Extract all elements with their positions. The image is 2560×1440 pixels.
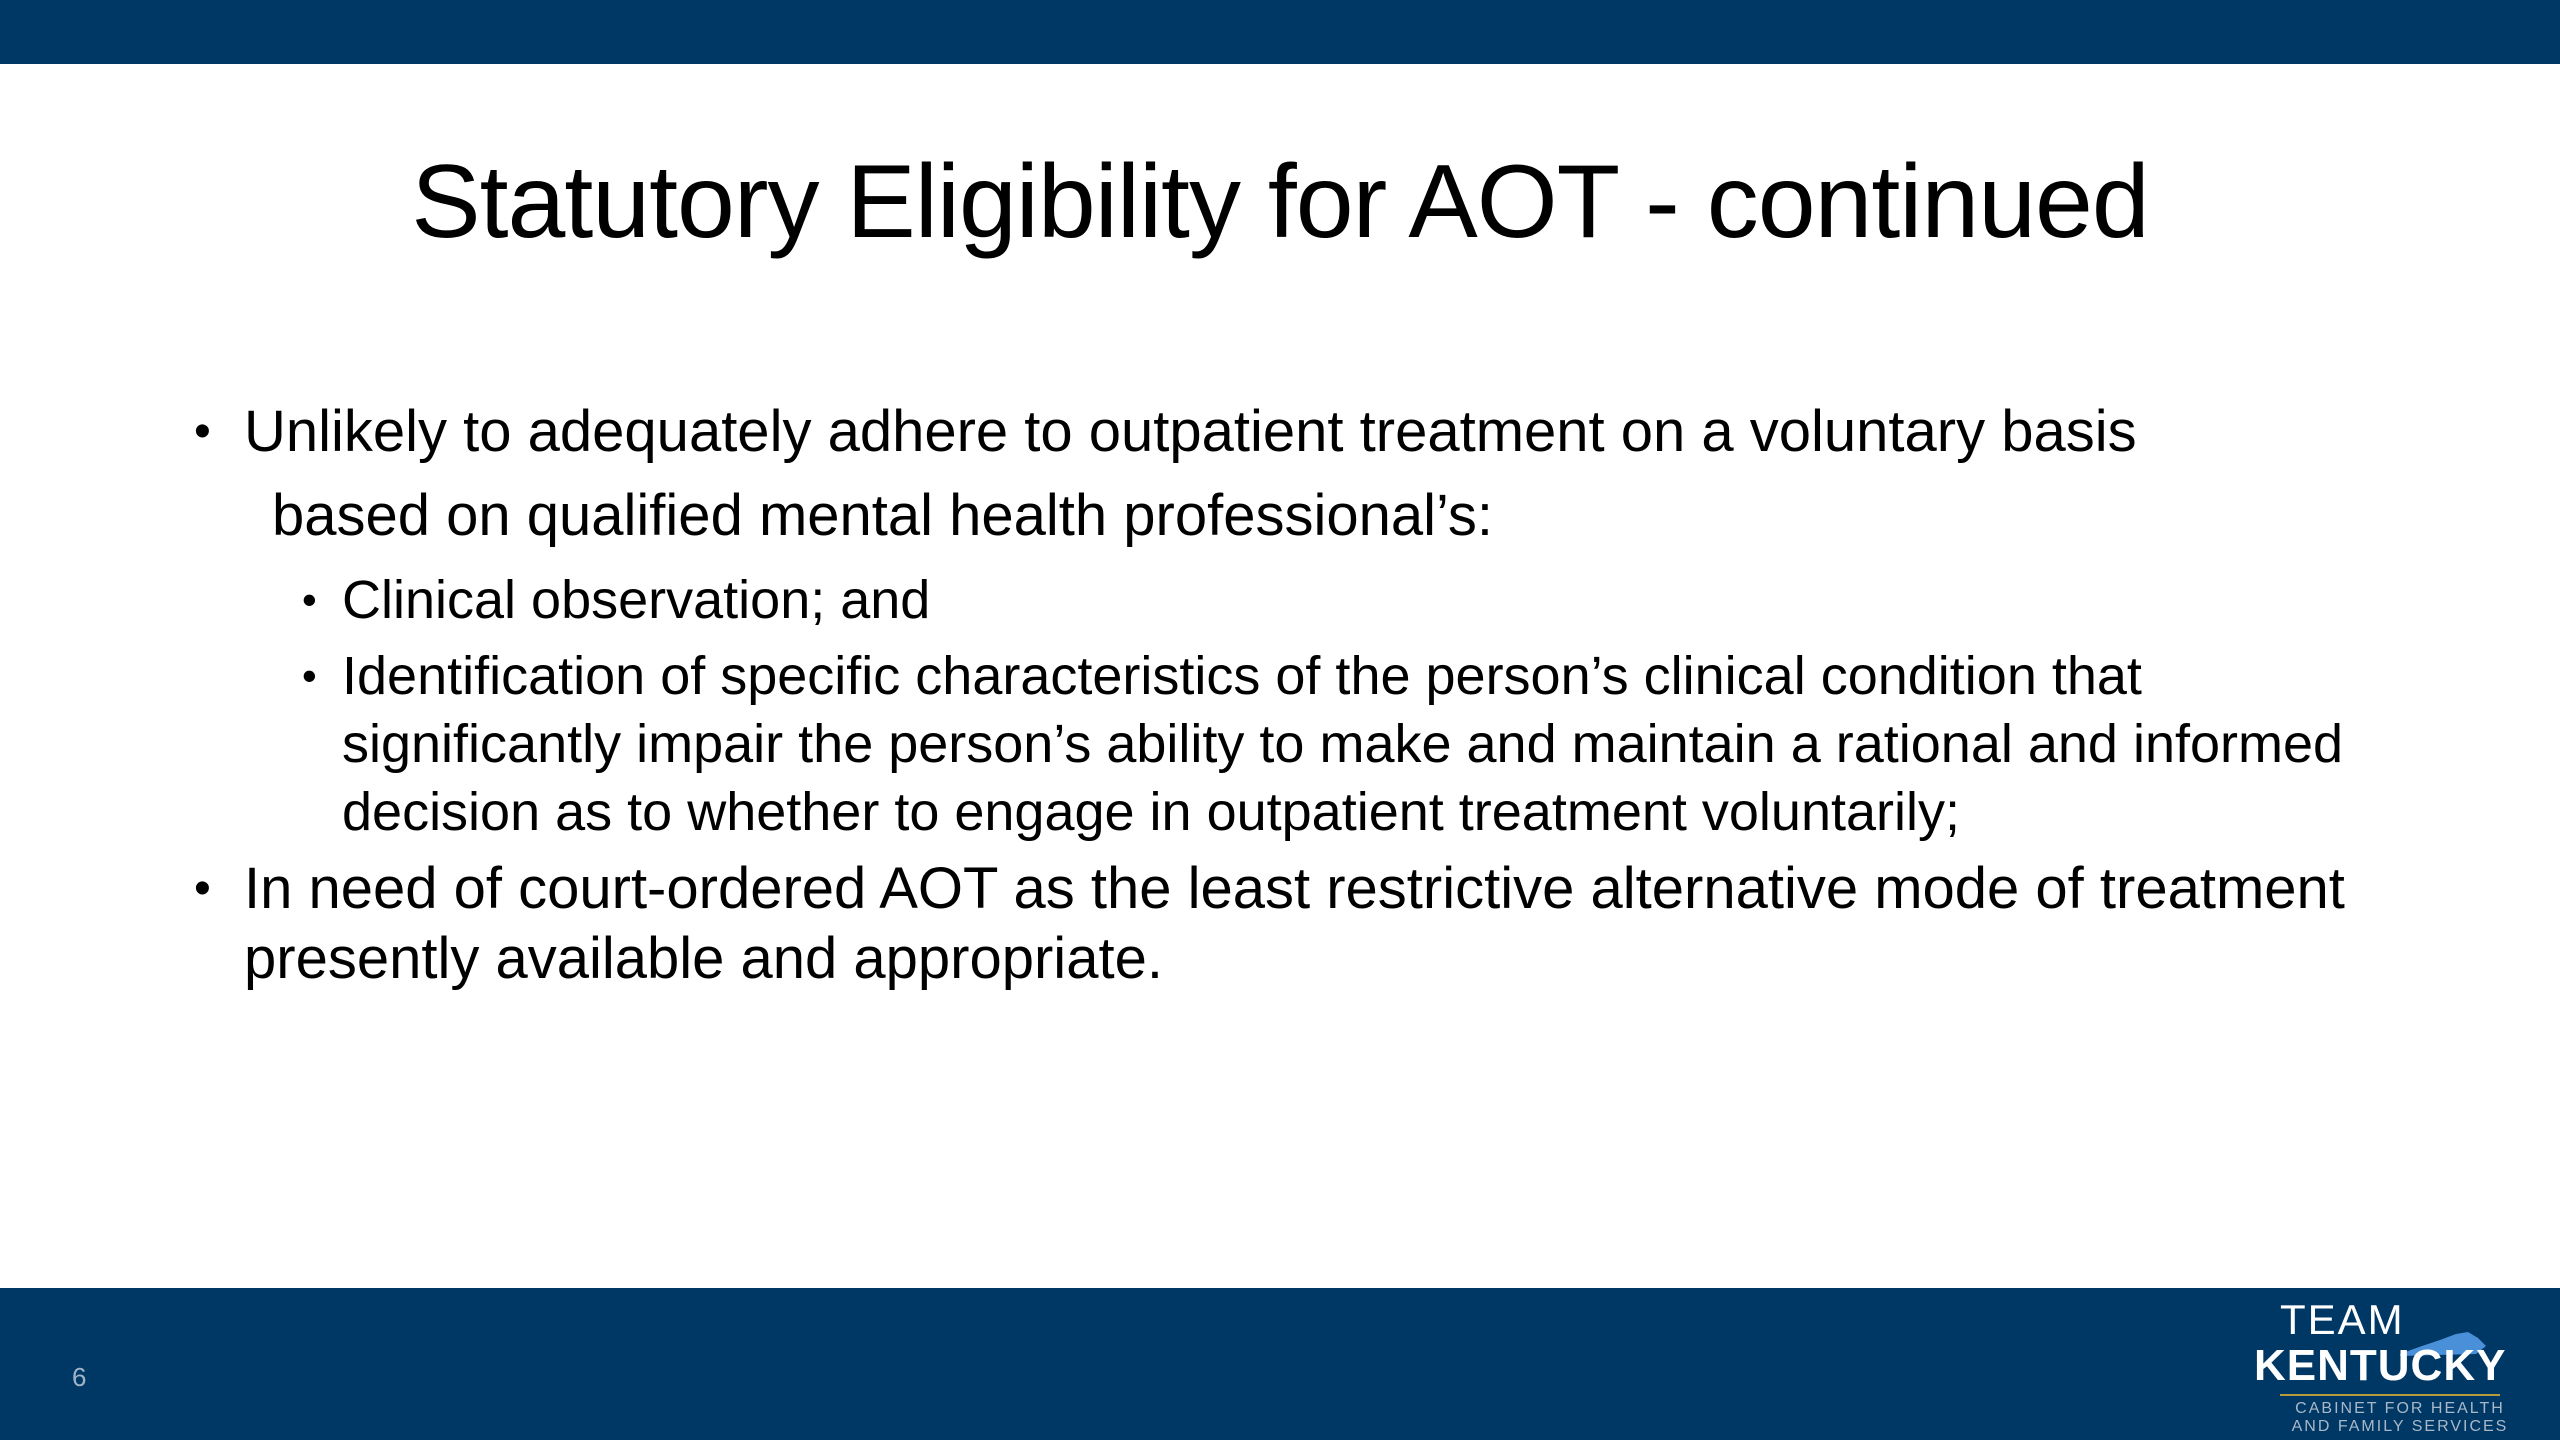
- logo-subtitle: [2280, 1400, 2520, 1436]
- logo-kentucky-text: KENTUCKY: [2254, 1341, 2507, 1390]
- bullet-item: [188, 390, 2388, 558]
- logo-divider: [2280, 1394, 2500, 1396]
- sub-bullet-text: Clinical observation; and: [342, 570, 931, 630]
- team-kentucky-logo: [2240, 1296, 2540, 1436]
- logo-subtitle-line1: CABINET FOR HEALTH: [2295, 1400, 2505, 1417]
- bullet-icon: •: [194, 862, 211, 915]
- bullet-text-line2: based on qualified mental health professional’s:: [272, 483, 1493, 548]
- slide-content: [188, 390, 2388, 994]
- sub-bullet-item: [296, 566, 2388, 634]
- bullet-item: [188, 854, 2388, 994]
- slide-number: 6: [72, 1362, 87, 1392]
- bullet-icon: •: [194, 405, 211, 458]
- bullet-text-line1: Unlikely to adequately adhere to outpatient treatment on a voluntary basis: [244, 399, 2137, 464]
- logo-subtitle-line2: AND FAMILY SERVICES: [2291, 1418, 2509, 1435]
- sub-bullet-icon: •: [302, 652, 317, 699]
- bullet-text: In need of court-ordered AOT as the least restrictive alternative mode of treatment presently available and appropriate.: [244, 856, 2345, 991]
- logo-team-text: TEAM: [2280, 1296, 2405, 1343]
- sub-bullet-text: Identification of specific characteristics of the person’s clinical condition that significantly impair the person’s ability to make and maintain a rational and informed decision as to whether to engage in outpatient treatment voluntarily;: [342, 646, 2344, 842]
- slide-title: Statutory Eligibility for AOT - continued: [411, 144, 2149, 260]
- sub-bullet-item: [296, 642, 2388, 846]
- top-banner: [0, 0, 2560, 64]
- sub-bullet-icon: •: [302, 576, 317, 623]
- bottom-banner: [0, 1288, 2560, 1440]
